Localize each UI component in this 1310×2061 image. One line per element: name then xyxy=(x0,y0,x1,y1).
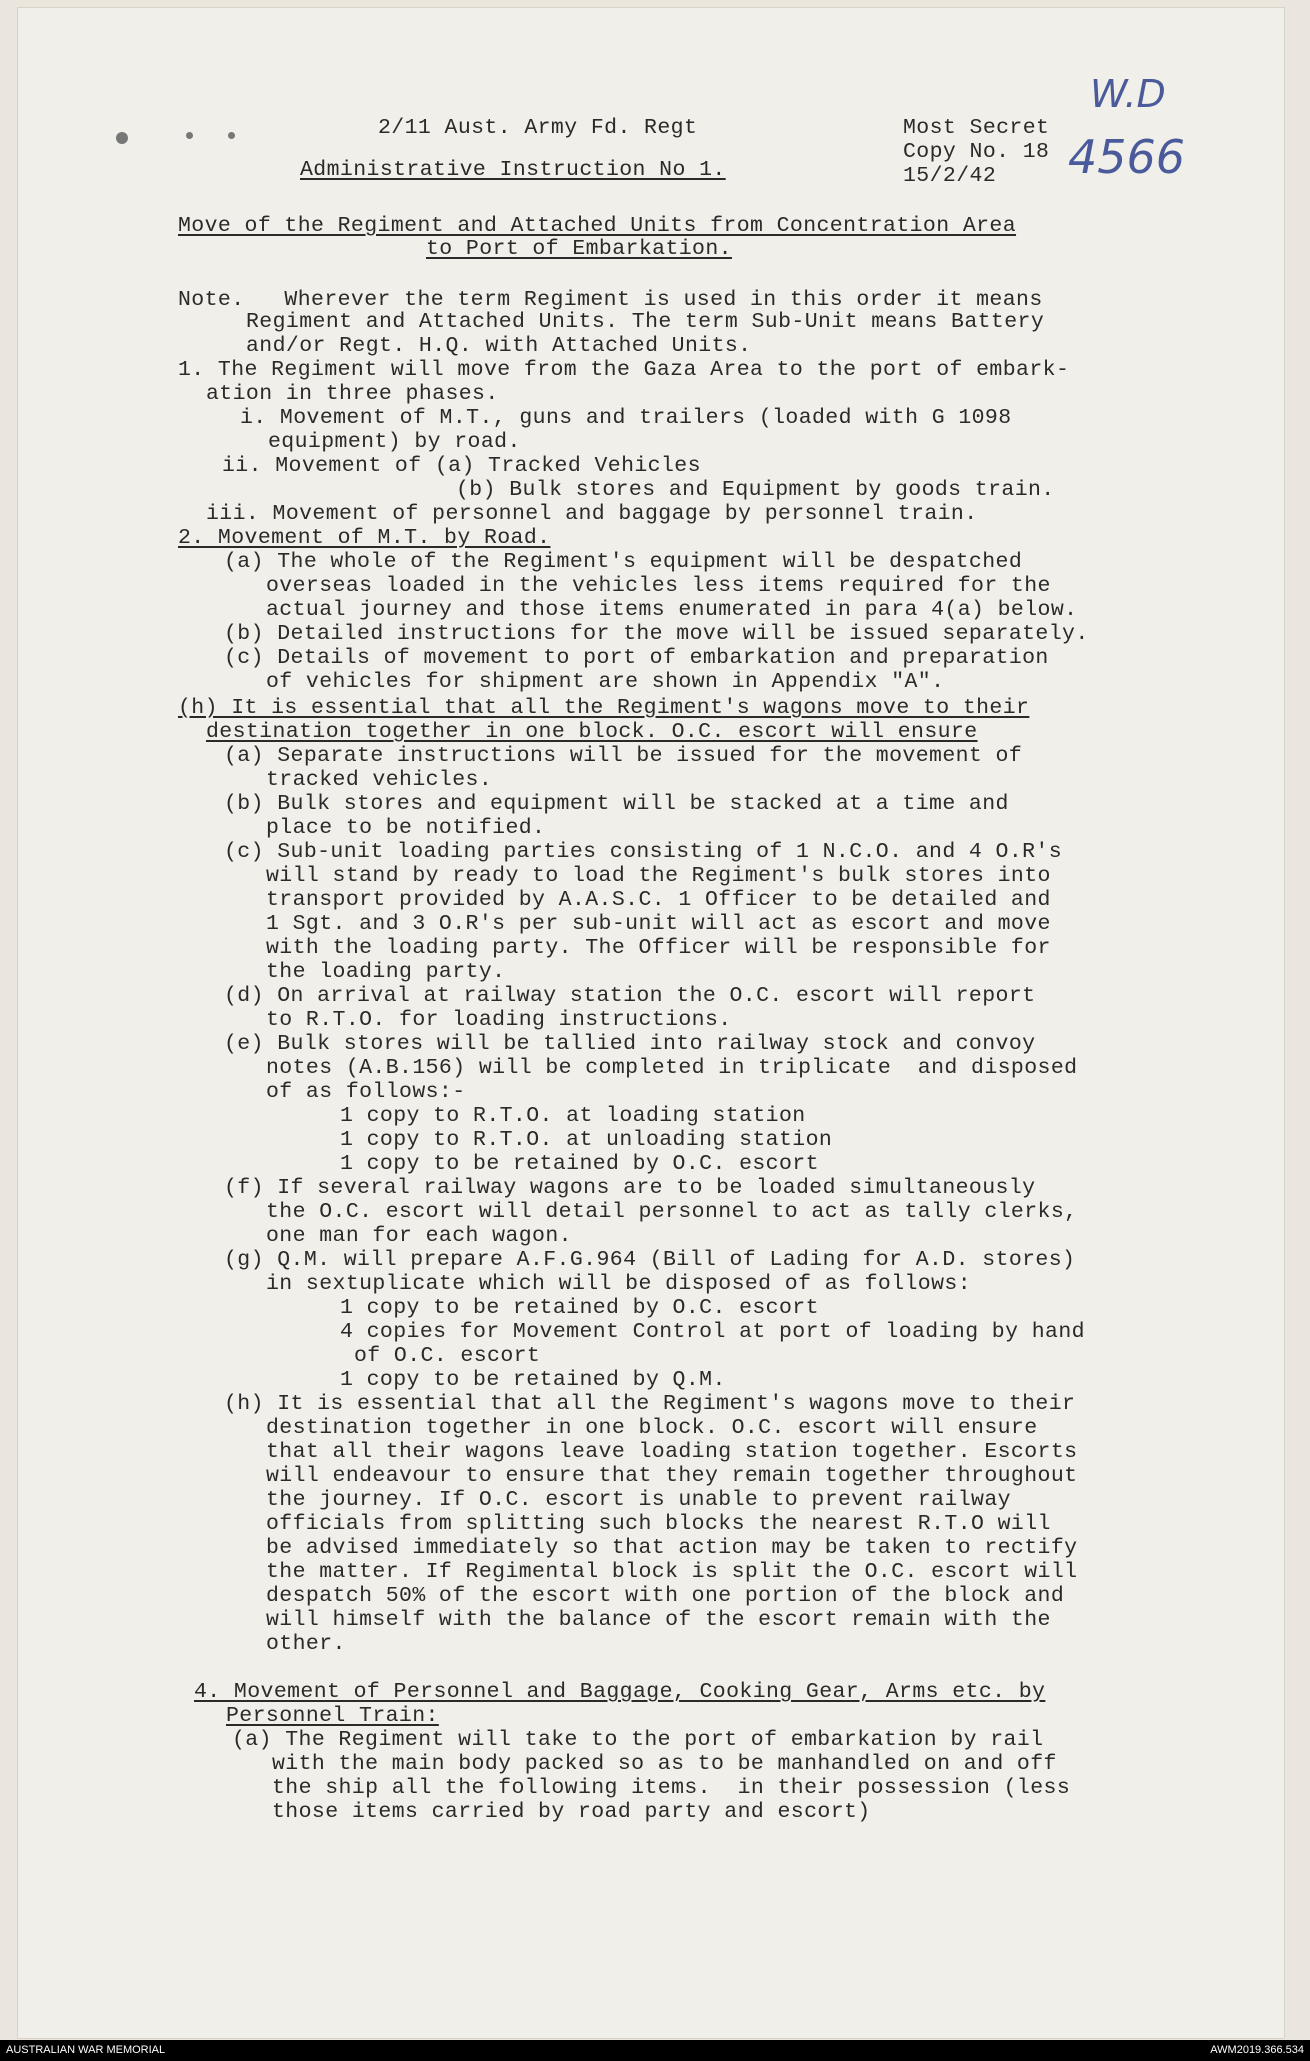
handwritten-number: 4566 xyxy=(1068,130,1186,184)
order-title-line1: Move of the Regiment and Attached Units from Concentration Area xyxy=(178,214,1017,238)
note-line: and/or Regt. H.Q. with Attached Units. xyxy=(246,334,752,358)
distribution-line: of O.C. escort xyxy=(354,1344,541,1368)
distribution-line: 1 copy to R.T.O. at loading station xyxy=(340,1104,806,1128)
para3-line: will endeavour to ensure that they remain together throughout xyxy=(266,1464,1078,1488)
para3-line: tracked vehicles. xyxy=(266,768,493,792)
distribution-line: 1 copy to be retained by O.C. escort xyxy=(340,1152,819,1176)
para2-line: (b) Detailed instructions for the move will be issued separately. xyxy=(224,622,1089,646)
security-classification: Most Secret xyxy=(903,116,1050,140)
para3-line: in sextuplicate which will be disposed of as follows: xyxy=(266,1272,972,1296)
para2-line: overseas loaded in the vehicles less items required for the xyxy=(266,574,1051,598)
para3-line: will stand by ready to load the Regiment's bulk stores into xyxy=(266,864,1051,888)
para3-line: the loading party. xyxy=(266,960,506,984)
para3-line: (d) On arrival at railway station the O.C. escort will report xyxy=(224,984,1036,1008)
handwritten-wd: W.D xyxy=(1090,72,1166,116)
distribution-line: 1 copy to be retained by O.C. escort xyxy=(340,1296,819,1320)
para4-line: those items carried by road party and escort) xyxy=(272,1800,871,1824)
para3-line: of as follows:- xyxy=(266,1080,466,1104)
para1-item: i. Movement of M.T., guns and trailers (loaded with G 1098 xyxy=(240,406,1012,430)
para1-item: (b) Bulk stores and Equipment by goods train. xyxy=(456,478,1055,502)
para3-line: one man for each wagon. xyxy=(266,1224,572,1248)
para3-line: the matter. If Regimental block is split the O.C. escort will xyxy=(266,1560,1078,1584)
para1-line: 1. The Regiment will move from the Gaza Area to the port of embark- xyxy=(178,358,1070,382)
punch-hole xyxy=(228,132,235,139)
distribution-line: 1 copy to R.T.O. at unloading station xyxy=(340,1128,833,1152)
para2-line: (a) The whole of the Regiment's equipment will be despatched xyxy=(224,550,1023,574)
para1-item: iii. Movement of personnel and baggage by personnel train. xyxy=(206,502,978,526)
para3-line: despatch 50% of the escort with one portion of the block and xyxy=(266,1584,1065,1608)
para4-line: (a) The Regiment will take to the port of embarkation by rail xyxy=(232,1728,1044,1752)
archive-reference: AWM2019.366.534 xyxy=(1210,2044,1304,2056)
punch-hole xyxy=(116,132,128,144)
para3-line: notes (A.B.156) will be completed in triplicate and disposed xyxy=(266,1056,1078,1080)
para3-line: other. xyxy=(266,1632,346,1656)
para4-heading: 4. Movement of Personnel and Baggage, Cooking Gear, Arms etc. by xyxy=(194,1680,1046,1704)
instruction-title: Administrative Instruction No 1. xyxy=(300,158,726,182)
para1-item: ii. Movement of (a) Tracked Vehicles xyxy=(222,454,701,478)
para3-line: that all their wagons leave loading station together. Escorts xyxy=(266,1440,1078,1464)
para2-line: of vehicles for shipment are shown in Appendix "A". xyxy=(266,670,945,694)
para3-line: destination together in one block. O.C. escort will ensure xyxy=(266,1416,1038,1440)
para3-line: will himself with the balance of the escort remain with the xyxy=(266,1608,1051,1632)
para3-line: with the loading party. The Officer will be responsible for xyxy=(266,936,1051,960)
para3-heading: destination together in one block. O.C. escort will ensure xyxy=(206,720,978,744)
para3-line: place to be notified. xyxy=(266,816,546,840)
archive-footer xyxy=(0,2040,1310,2061)
para4-heading: Personnel Train: xyxy=(226,1704,439,1728)
distribution-line: 1 copy to be retained by Q.M. xyxy=(340,1368,726,1392)
para3-line: (b) Bulk stores and equipment will be stacked at a time and xyxy=(224,792,1009,816)
para2-line: actual journey and those items enumerated in para 4(a) below. xyxy=(266,598,1078,622)
order-title-line2: to Port of Embarkation. xyxy=(426,237,732,261)
para3-line: (h) It is essential that all the Regiment's wagons move to their xyxy=(224,1392,1076,1416)
distribution-line: 4 copies for Movement Control at port of loading by hand xyxy=(340,1320,1085,1344)
para3-line: (e) Bulk stores will be tallied into railway stock and convoy xyxy=(224,1032,1036,1056)
para1-line: ation in three phases. xyxy=(206,382,499,406)
para4-line: with the main body packed so as to be manhandled on and off xyxy=(272,1752,1057,1776)
para4-line: the ship all the following items. in their possession (less xyxy=(272,1776,1071,1800)
note-line: Regiment and Attached Units. The term Sub-Unit means Battery xyxy=(246,310,1045,334)
para3-line: officials from splitting such blocks the nearest R.T.O will xyxy=(266,1512,1051,1536)
para3-line: be advised immediately so that action may be taken to rectify xyxy=(266,1536,1078,1560)
para3-line: (c) Sub-unit loading parties consisting of 1 N.C.O. and 4 O.R's xyxy=(224,840,1063,864)
document-date: 15/2/42 xyxy=(903,164,997,188)
para3-line: (f) If several railway wagons are to be loaded simultaneously xyxy=(224,1176,1036,1200)
para2-line: (c) Details of movement to port of embarkation and preparation xyxy=(224,646,1049,670)
para3-line: the O.C. escort will detail personnel to act as tally clerks, xyxy=(266,1200,1078,1224)
para3-line: to R.T.O. for loading instructions. xyxy=(266,1008,732,1032)
unit-name: 2/11 Aust. Army Fd. Regt xyxy=(378,116,698,140)
para3-line: (g) Q.M. will prepare A.F.G.964 (Bill of Lading for A.D. stores) xyxy=(224,1248,1076,1272)
para3-line: transport provided by A.A.S.C. 1 Officer to be detailed and xyxy=(266,888,1051,912)
para3-line: the journey. If O.C. escort is unable to prevent railway xyxy=(266,1488,1011,1512)
note-line: Note. Wherever the term Regiment is used in this order it means xyxy=(178,288,1043,312)
para1-item: equipment) by road. xyxy=(268,430,521,454)
para3-line: (a) Separate instructions will be issued for the movement of xyxy=(224,744,1023,768)
para3-heading: (h) It is essential that all the Regiment's wagons move to their xyxy=(178,696,1030,720)
punch-hole xyxy=(186,132,193,139)
archive-name: AUSTRALIAN WAR MEMORIAL xyxy=(6,2044,166,2056)
copy-number: Copy No. 18 xyxy=(903,140,1050,164)
para2-heading: 2. Movement of M.T. by Road. xyxy=(178,526,551,550)
para3-line: 1 Sgt. and 3 O.R's per sub-unit will act as escort and move xyxy=(266,912,1051,936)
